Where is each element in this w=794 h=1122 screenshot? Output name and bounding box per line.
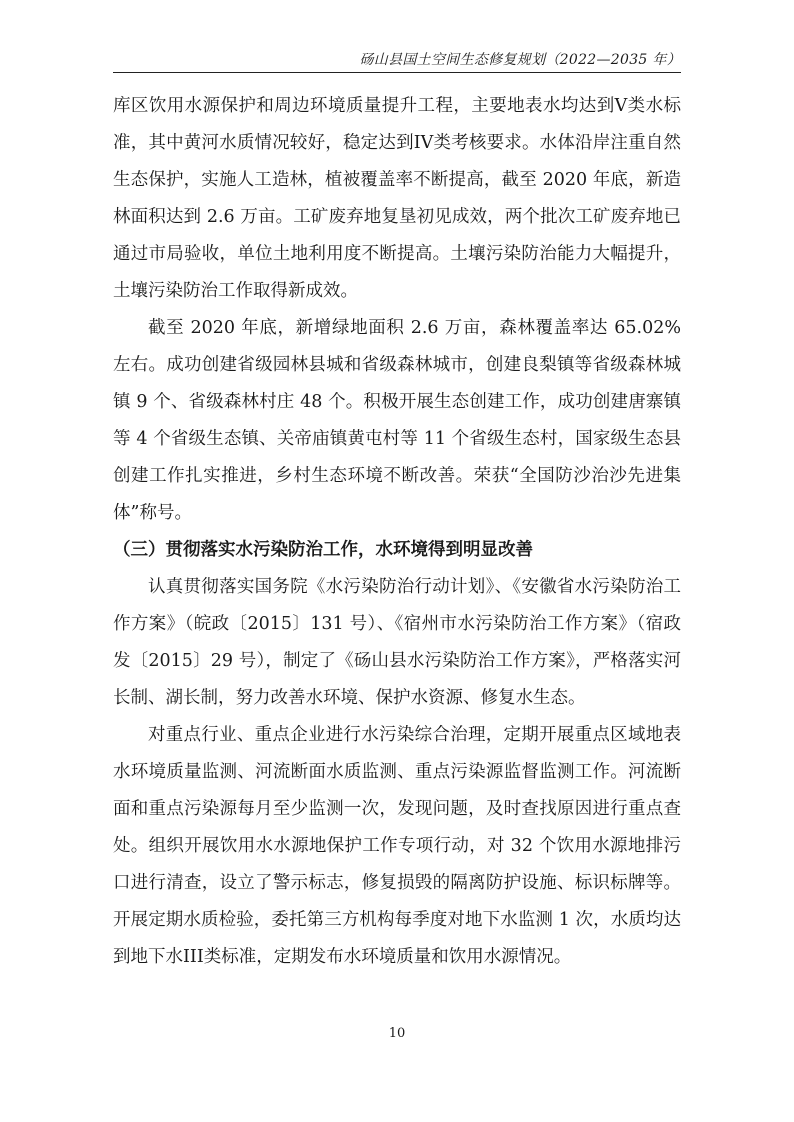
page-number: 10 — [388, 1026, 406, 1041]
page-header — [113, 46, 681, 73]
paragraph-greening: 截至 2020 年底，新增绿地面积 2.6 万亩，森林覆盖率达 65.02%左右。成功创建省级园林县城和省级森林城市，创建良梨镇等省级森林城镇 9 个、省级森林村庄 48 个。积极开展生态创建工作，成功创建唐寨镇等 4 个省级生态镇、关帝庙镇黄屯村等 11 个省级生态村，国家级生态县创建工作扎实推进，乡村生态环境不断改善。荣获“全国防沙治沙先进集体”称号。 — [113, 318, 681, 523]
paragraph-continued: 库区饮用水源保护和周边环境质量提升工程，主要地表水均达到V类水标准，其中黄河水质情况较好，稳定达到IV类考核要求。水体沿岸注重自然生态保护，实施人工造林，植被覆盖率不断提高，截至 2020 年底，新造林面积达到 2.6 万亩。工矿废弃地复垦初见成效，两个批次工矿废弃地已通过市局验收，单位土地利用度不断提高。土壤污染防治能力大幅提升，土壤污染防治工作取得新成效。 — [113, 96, 681, 301]
header-title: 砀山县国土空间生态修复规划（2022—2035 年） — [359, 52, 681, 68]
section-heading: （三）贯彻落实水污染防治工作，水环境得到明显改善 — [113, 540, 533, 560]
paragraph-water-monitoring: 对重点行业、重点企业进行水污染综合治理，定期开展重点区域地表水环境质量监测、河流断面水质监测、重点污染源监督监测工作。河流断面和重点污染源每月至少监测一次，发现问题，及时查找原因进行重点查处。组织开展饮用水水源地保护工作专项行动，对 32 个饮用水源地排污口进行清查，设立了警示标志，修复损毁的隔离防护设施、标识标牌等。开展定期水质检验，委托第三方机构每季度对地下水监测 1 次，水质均达到地下水III类标准，定期发布水环境质量和饮用水源情况。 — [113, 725, 681, 967]
paragraph-water-plan: 认真贯彻落实国务院《水污染防治行动计划》、《安徽省水污染防治工作方案》（皖政〔2015〕131 号）、《宿州市水污染防治工作方案》（宿政发〔2015〕29 号），制定了《砀山县水污染防治工作方案》，严格落实河长制、湖长制，努力改善水环境、保护水资源、修复水生态。 — [113, 577, 681, 708]
document-body — [113, 88, 681, 976]
